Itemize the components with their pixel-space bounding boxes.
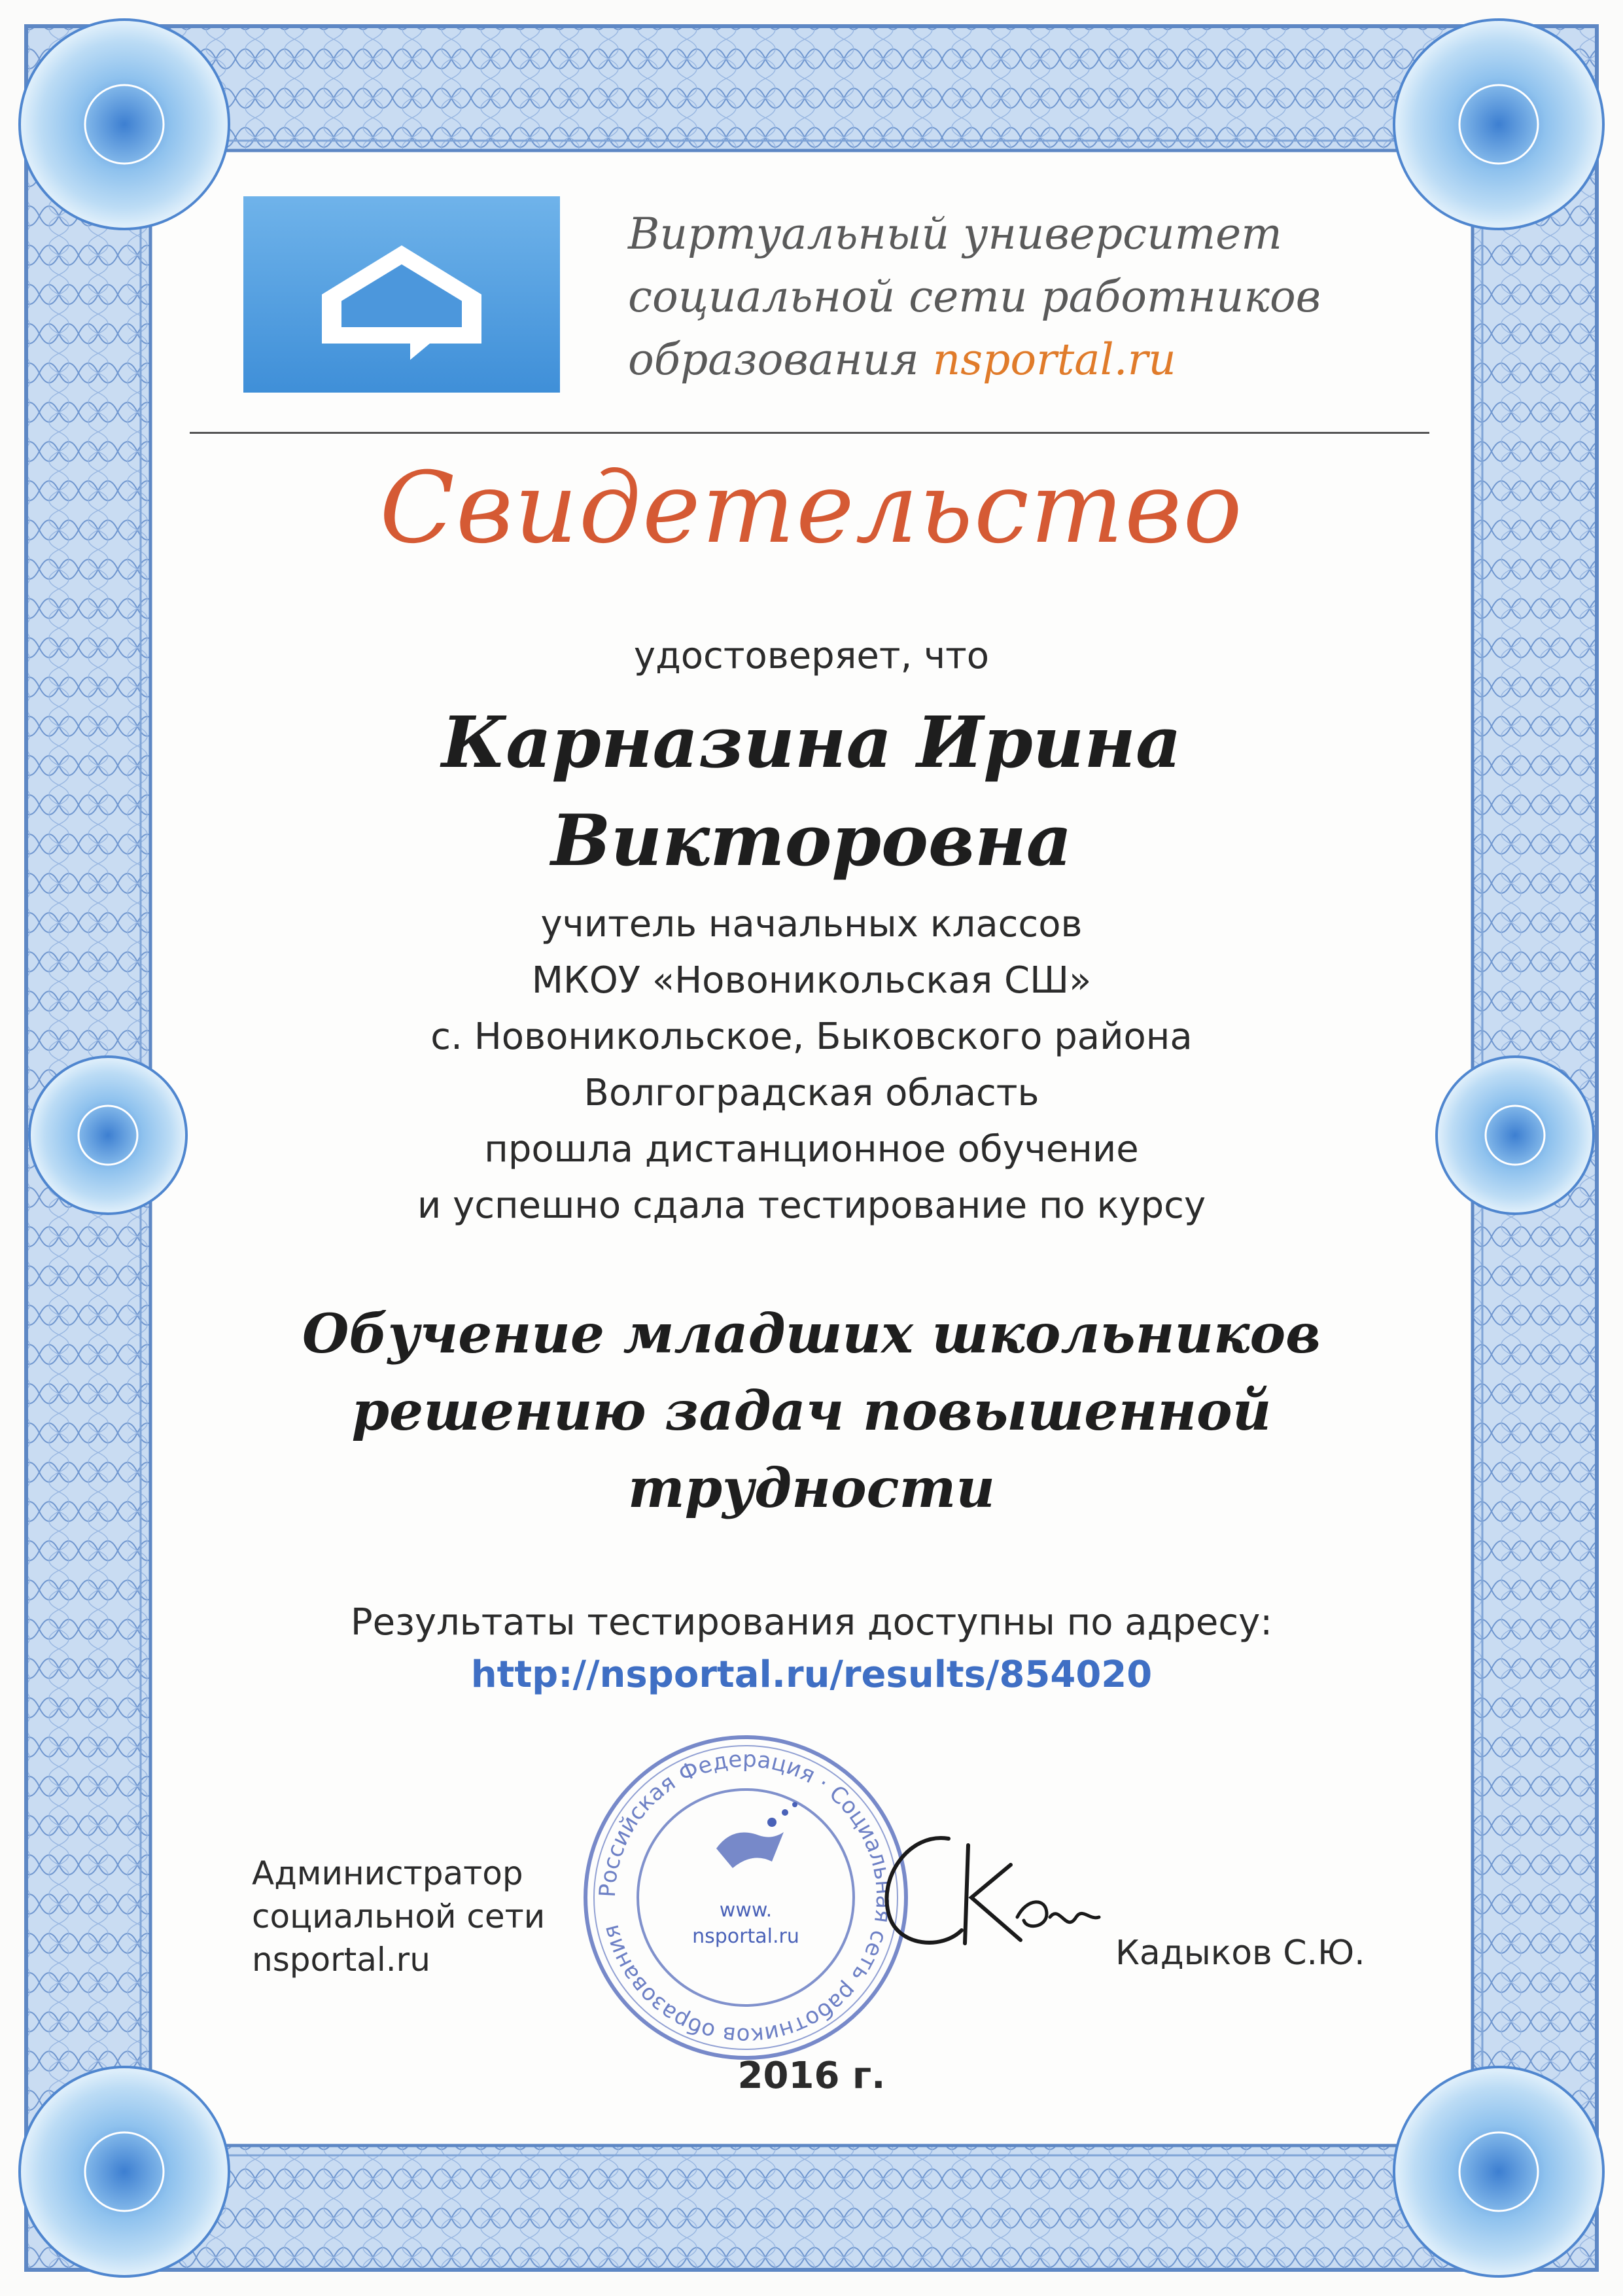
issue-year: 2016 г. [737,2055,886,2097]
university-site-name: nsportal.ru [932,334,1176,385]
university-title-line3: образования [628,334,919,385]
detail-locality: с. Новоникольское, Быковского района [430,1016,1193,1058]
recipient-name-line1: Карназина Ирина [442,701,1181,784]
admin-line1: Администратор [252,1854,523,1892]
house-chat-icon [243,196,560,393]
results-label: Результаты тестирования доступны по адресу: [350,1601,1273,1644]
admin-line2: социальной сети [252,1898,546,1935]
course-title-line1: Обучение младших школьников [302,1303,1321,1366]
signer-name: Кадыков С.Ю. [1115,1934,1365,1973]
certificate-title: Свидетельство [379,451,1244,565]
university-title-line2: социальной сети работников [628,272,1321,322]
nsportal-logo [243,196,560,393]
course-title-line2: решению задач повышенной [351,1380,1272,1443]
signature-icon [850,1819,1125,1989]
recipient-details [0,896,1623,1234]
course-title-line3: трудности [628,1457,995,1520]
university-title-line1: Виртуальный университет [628,209,1282,259]
header-divider [190,432,1429,434]
certifies-text: удостоверяет, что [633,635,990,677]
recipient-name [0,694,1623,890]
detail-position: учитель начальных классов [540,903,1083,945]
course-title [0,1296,1623,1527]
admin-line3: nsportal.ru [252,1941,430,1979]
detail-region: Волгоградская область [584,1072,1039,1114]
results-block [0,1597,1623,1701]
detail-passed: и успешно сдала тестирование по курсу [417,1184,1206,1227]
university-title [628,203,1413,391]
stamp-www: www. [719,1899,773,1922]
detail-completed: прошла дистанционное обучение [484,1128,1139,1171]
stamp-ring-text: Российская Федерация · Социальная сеть работников образования [594,1746,898,2049]
stamp-site: nsportal.ru [692,1925,799,1948]
results-link[interactable]: http://nsportal.ru/results/854020 [470,1653,1153,1696]
administrator-label [252,1852,592,1981]
detail-school: МКОУ «Новоникольская СШ» [531,959,1092,1002]
recipient-name-line2: Викторовна [551,800,1072,882]
